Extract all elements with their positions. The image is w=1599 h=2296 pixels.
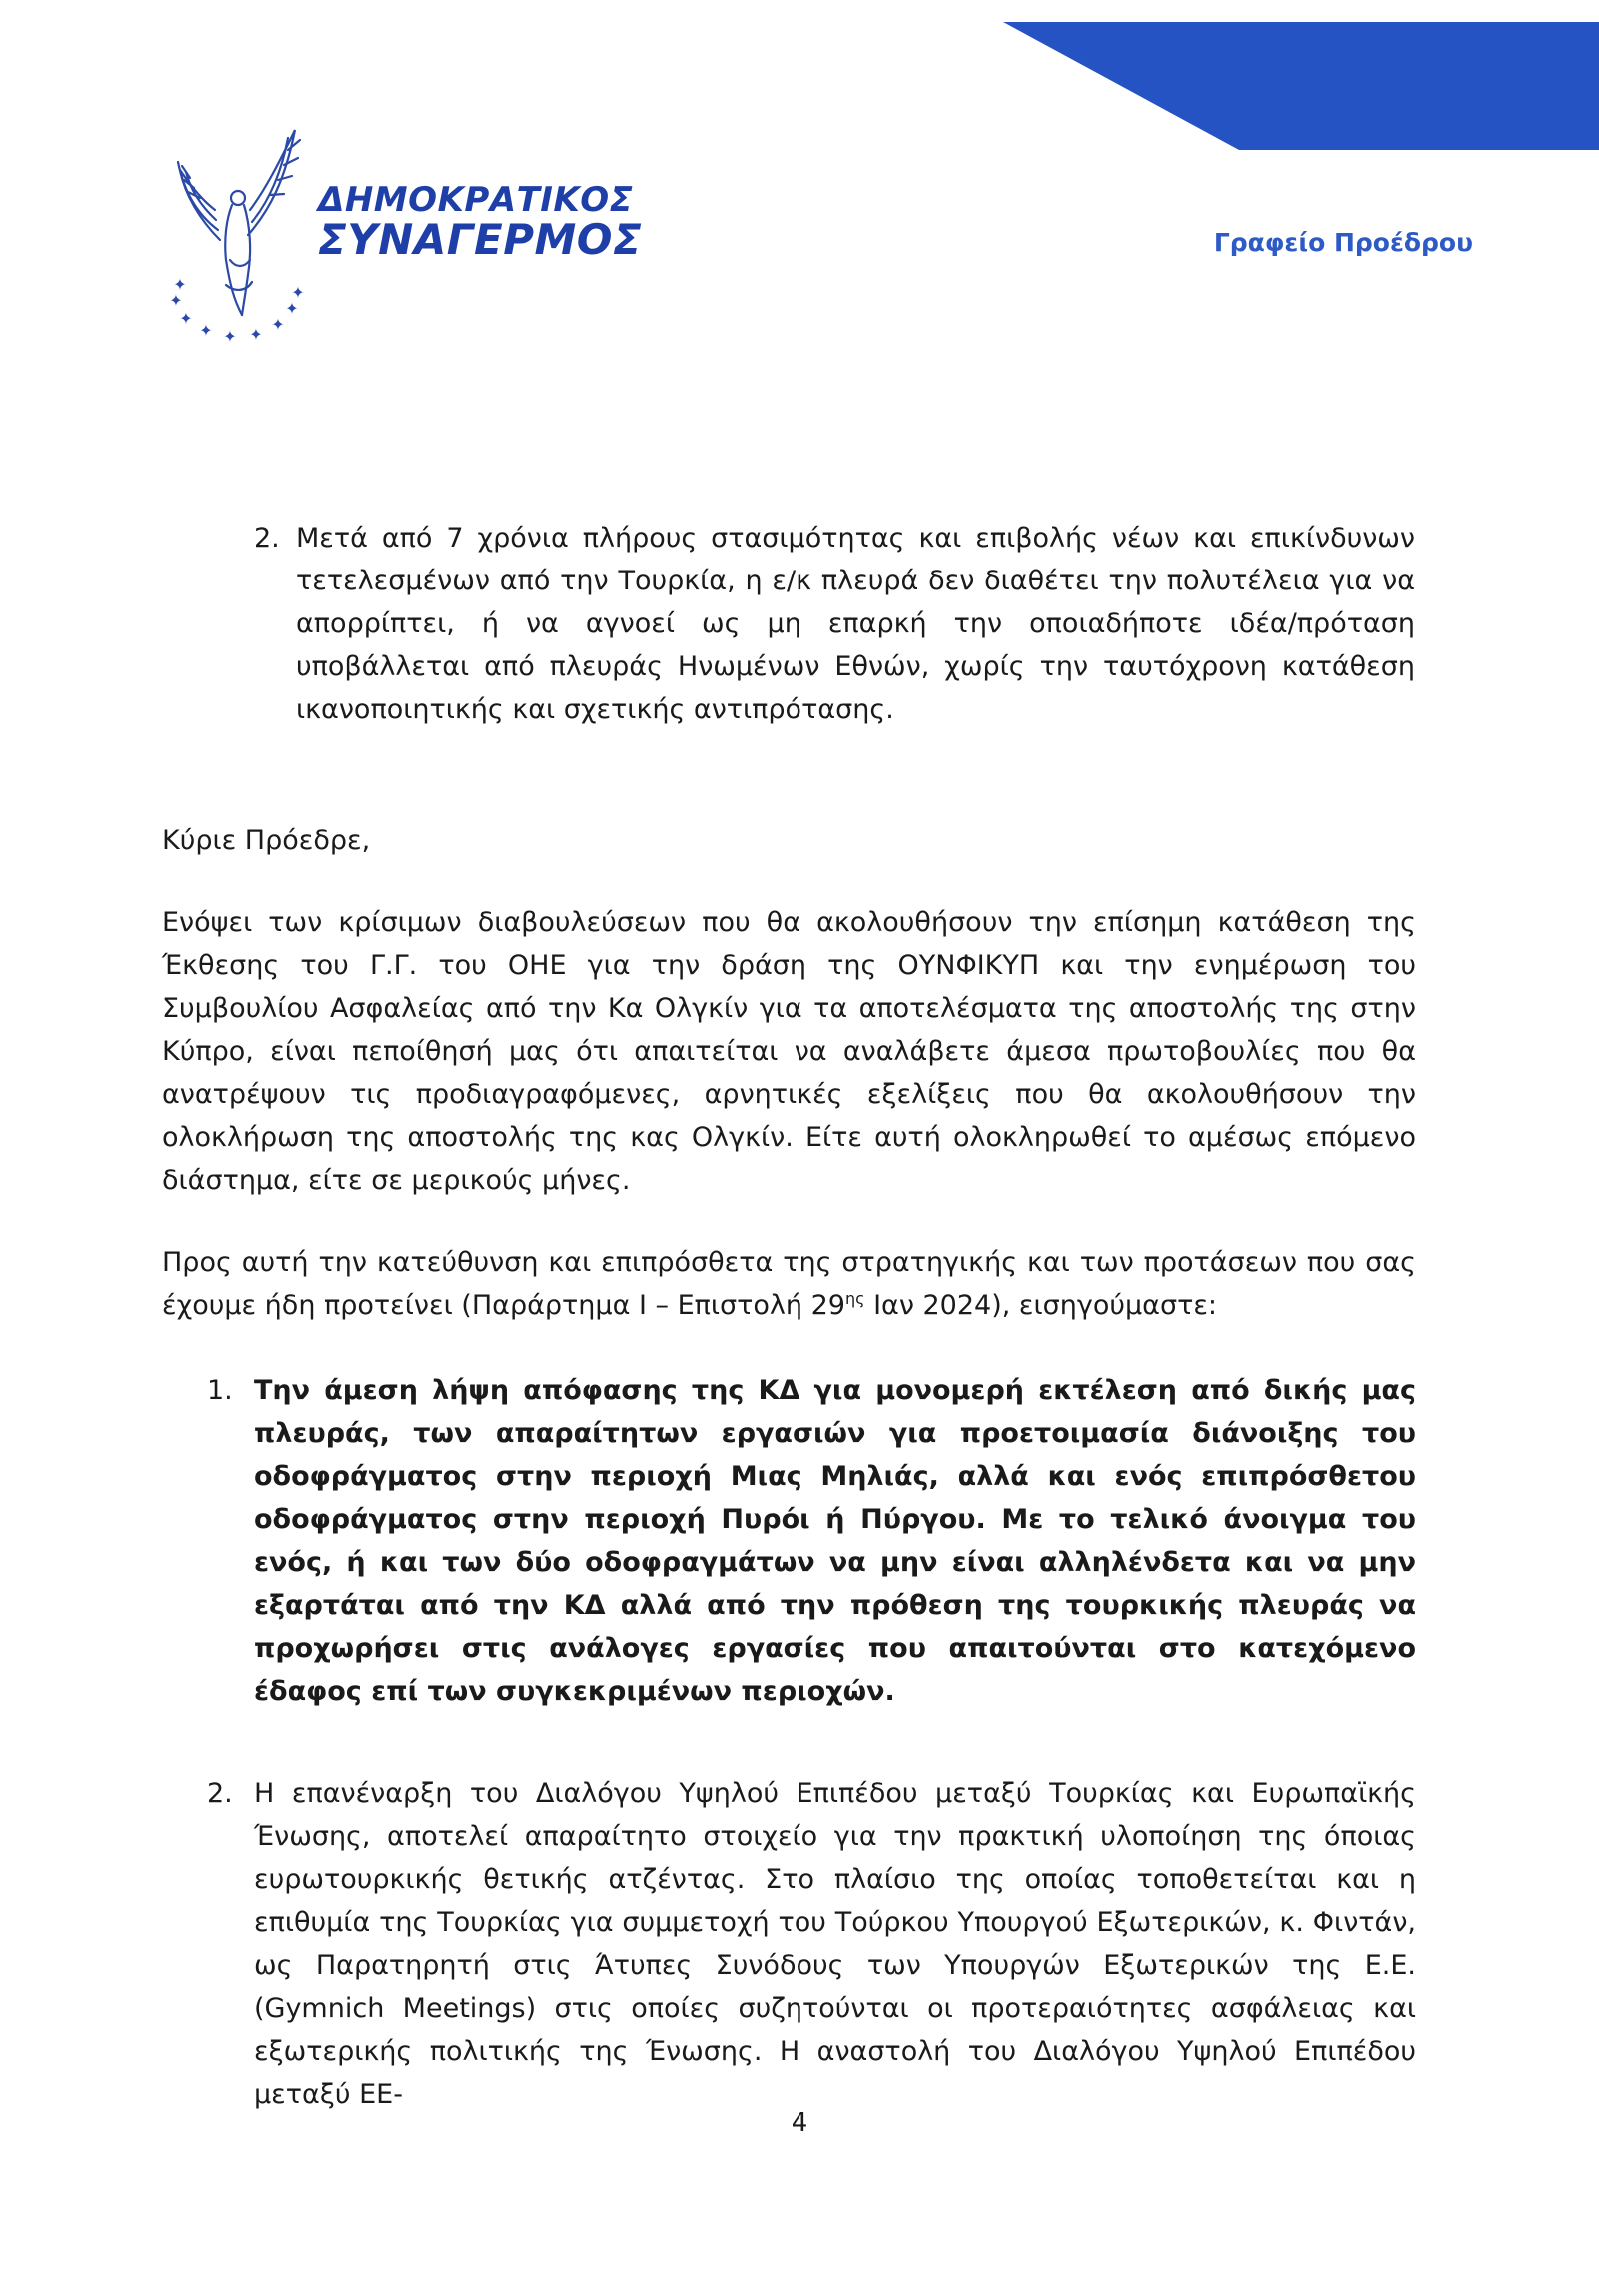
paragraph-2-text-end: Ιαν 2024), εισηγούμαστε: — [864, 1290, 1218, 1321]
svg-text:✦: ✦ — [249, 325, 263, 344]
list-item-1 — [207, 1369, 1416, 1713]
svg-text:✦: ✦ — [291, 283, 305, 302]
svg-text:✦: ✦ — [199, 321, 213, 340]
list-item-number: 2. — [207, 1778, 233, 1809]
party-name-line1: ΔΗΜΟΚΡΑΤΙΚΟΣ — [318, 180, 634, 220]
winged-victory-with-stars-icon — [160, 110, 320, 350]
list-item-number: 1. — [207, 1375, 233, 1406]
list-item-number: 2. — [254, 523, 280, 554]
salutation: Κύριε Πρόεδρε, — [162, 825, 371, 856]
page-number: 4 — [791, 2108, 808, 2138]
paragraph-2 — [162, 1241, 1416, 1327]
svg-text:✦: ✦ — [179, 309, 193, 328]
list-item-text: Την άμεση λήψη απόφασης της ΚΔ για μονομερή εκτέλεση από δικής μας πλευράς, των απαραίτητων εργασιών για προετοιμασία διάνοιξης του οδοφράγματος στην περιοχή Μιας Μηλιάς, αλλά και ενός επιπρόσθετου οδοφράγματος στην περιοχή Πυρόι ή Πύργου. Με το τελικό άνοιγμα του ενός, ή και των δύο οδοφραγμάτων να μην είναι αλληλένδετα και να μην εξαρτάται από την ΚΔ αλλά από την πρόθεση της τουρκικής πλευράς να προχωρήσει στις ανάλογες εργασίες που απαιτούνται στο κατεχόμενο έδαφος επί των συγκεκριμένων περιοχών. — [254, 1375, 1416, 1707]
list-item-text: Μετά από 7 χρόνια πλήρους στασιμότητας και επιβολής νέων και επικίνδυνων τετελεσμένων από την Τουρκία, η ε/κ πλευρά δεν διαθέτει την πολυτέλεια για να απορρίπτει, ή να αγνοεί ως μη επαρκή την οποιαδήποτε ιδέα/πρόταση υποβάλλεται από πλευράς Ηνωμένων Εθνών, χωρίς την ταυτόχρονη κατάθεση ικανοποιητικής και σχετικής αντιπρότασης. — [296, 523, 1415, 725]
svg-text:✦: ✦ — [271, 315, 285, 334]
svg-text:✦: ✦ — [285, 299, 299, 318]
party-name-line2: ΣΥΝΑΓΕΡΜΟΣ — [318, 215, 643, 264]
svg-text:✦: ✦ — [173, 275, 187, 294]
paragraph-2-text: Προς αυτή την κατεύθυνση και επιπρόσθετα της στρατηγικής και των προτάσεων που σας έχουμε ήδη προτείνει (Παράρτημα Ι – Επιστολή 29 — [162, 1247, 1416, 1321]
svg-text:✦: ✦ — [169, 291, 183, 310]
svg-text:✦: ✦ — [223, 327, 237, 346]
list-item-2 — [207, 1772, 1416, 2116]
list-item-text: Η επανέναρξη του Διαλόγου Υψηλού Επιπέδου μεταξύ Τουρκίας και Ευρωπαϊκής Ένωσης, αποτελεί απαραίτητο στοιχείο για την πρακτική υλοποίηση της όποιας ευρωτουρκικής θετικής ατζέντας. Στο πλαίσιο της οποίας τοποθετείται και η επιθυμία της Τουρκίας για συμμετοχή του Τούρκου Υπουργού Εξωτερικών, κ. Φιντάν, ως Παρατηρητή στις Άτυπες Συνόδους των Υπουργών Εξωτερικών της Ε.Ε. (Gymnich Meetings) στις οποίες συζητούνται οι προτεραιότητες ασφάλειας και εξωτερικής πολιτικής της Ένωσης. Η αναστολή του Διαλόγου Υψηλού Επιπέδου μεταξύ ΕΕ- — [254, 1778, 1416, 2110]
ordinal-suffix: ης — [844, 1289, 865, 1308]
paragraph-1: Ενόψει των κρίσιμων διαβουλεύσεων που θα ακολουθήσουν την επίσημη κατάθεση της Έκθεσης του Γ.Γ. του ΟΗΕ για την δράση της ΟΥΝΦΙΚΥΠ και την ενημέρωση του Συμβουλίου Ασφαλείας από την Κα Ολγκίν για τα αποτελέσματα της αποστολής της στην Κύπρο, είναι πεποίθησή μας ότι απαιτείται να αναλάβετε άμεσα πρωτοβουλίες που θα ανατρέψουν τις προδιαγραφόμενες, αρνητικές εξελίξεις που θα ακολουθήσουν την ολοκλήρωση της αποστολής της κας Ολγκίν. Είτε αυτή ολοκληρωθεί το αμέσως επόμενο διάστημα, είτε σε μερικούς μήνες. — [162, 907, 1416, 1196]
list-item-top — [254, 517, 1415, 731]
party-name — [318, 180, 643, 264]
office-title: Γραφείο Προέδρου — [1213, 228, 1473, 257]
